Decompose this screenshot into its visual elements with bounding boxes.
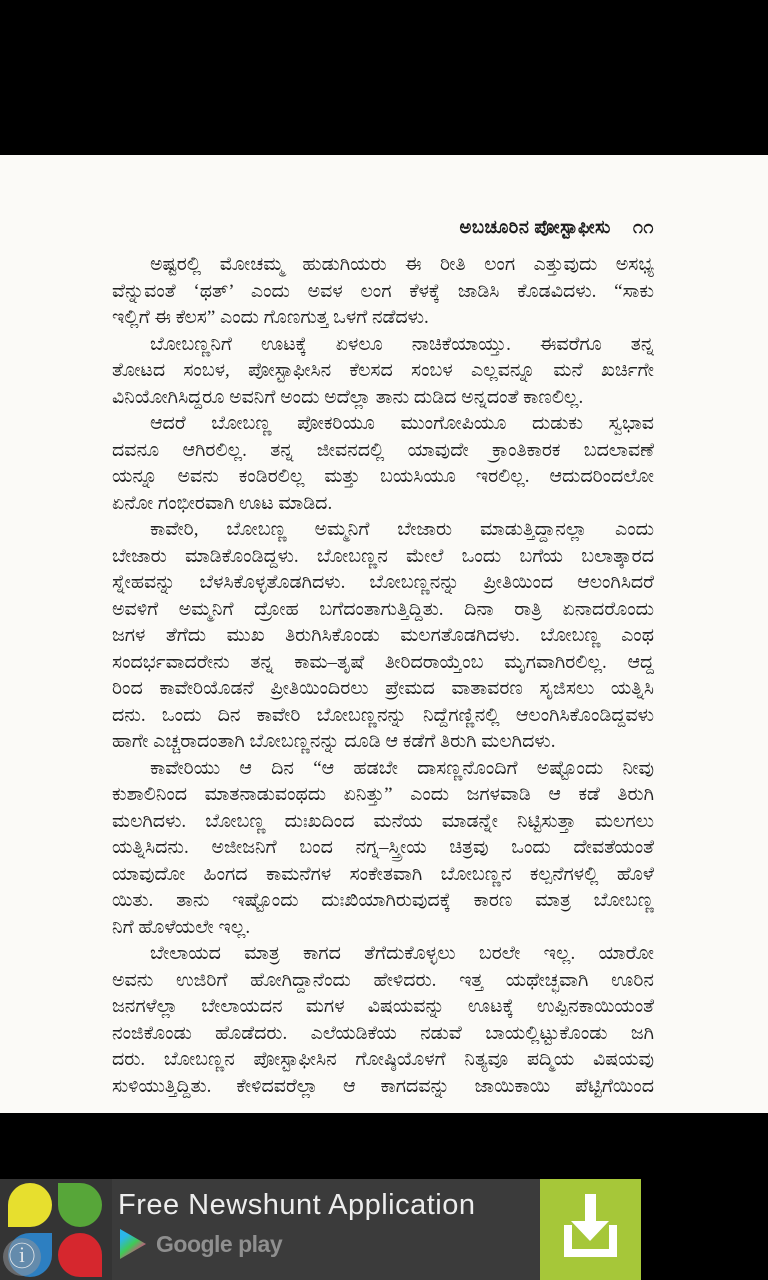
ad-title: Free Newshunt Application bbox=[118, 1189, 476, 1221]
ad-info-icon[interactable]: ⓘ bbox=[3, 1238, 41, 1276]
text-line: ಸಂದರ್ಭವಾದರೇನು ತನ್ನ ಕಾಮ–ತೃಷೆ ತೀರಿದರಾಯ್ತೆಂಬ ಮೃಗವಾಗಿರಲಿಲ್ಲ. ಆದ್ದ bbox=[112, 651, 654, 673]
google-play-triangle-icon bbox=[120, 1229, 146, 1259]
text-line: ಜಗಳ ತೆಗೆದು ಮುಖ ತಿರುಗಿಸಿಕೊಂಡು ಮಲಗತೊಡಗಿದಳು. ಬೋಬಣ್ಣ ಎಂಥ bbox=[112, 625, 654, 646]
text-line: ಆದರೆ ಬೋಬಣ್ಣ ಪೋಕರಿಯೂ ಮುಂಗೋಪಿಯೂ ದುಡುಕು ಸ್ವಭಾವ bbox=[150, 413, 654, 434]
google-play-label: Google play bbox=[156, 1230, 283, 1257]
text-line: ಅವನು ಉಜಿರಿಗೆ ಹೋಗಿದ್ದಾನೆಂದು ಹೇಳಿದರು. ಇತ್ತ ಯಥೇಚ್ಛವಾಗಿ ಊರಿನ bbox=[112, 969, 654, 991]
ad-content[interactable] bbox=[0, 1179, 540, 1280]
text-line: ದನು. ಒಂದು ದಿನ ಕಾವೇರಿ ಬೋಬಣ್ಣನನ್ನು ನಿದ್ದೆಗಣ್ಣಿನಲ್ಲಿ ಆಲಂಗಿಸಿಕೊಂಡಿದ್ದವಳು bbox=[112, 704, 654, 726]
page-header bbox=[112, 217, 654, 238]
text-line: ಅಷ್ಟರಲ್ಲಿ ಮೋಚಮ್ಮ ಹುಡುಗಿಯರು ಈ ರೀತಿ ಲಂಗ ಎತ್ತುವುದು ಅಸಭ್ಯ bbox=[150, 254, 654, 275]
ad-banner[interactable] bbox=[0, 1179, 768, 1280]
bottom-letterbox bbox=[0, 1113, 768, 1179]
text-line: ಯತ್ನಿಸಿದನು. ಅಜೀಜನಿಗೆ ಬಂದ ನಗ್ನ–ಸ್ತ್ರೀಯ ಚಿತ್ರವು ಒಂದು ದೇವತೆಯಂತೆ bbox=[112, 837, 654, 858]
top-letterbox bbox=[0, 0, 768, 155]
text-line: ಸ್ನೇಹವನ್ನು ಬೆಳಸಿಕೊಳ್ಳತೊಡಗಿದಳು. ಬೋಬಣ್ಣನನ್ನು ಪ್ರೀತಿಯಿಂದ ಆಲಂಗಿಸಿದರೆ bbox=[112, 572, 654, 593]
newshunt-logo bbox=[0, 1179, 112, 1280]
banner-right-filler bbox=[641, 1179, 768, 1280]
text-line: ಕಾವೇರಿ, ಬೋಬಣ್ಣ ಅಮ್ಮನಿಗೆ ಬೇಜಾರು ಮಾಡುತ್ತಿದ್ದಾನಲ್ಲಾ ಎಂದು bbox=[150, 519, 654, 540]
text-line: ವಿನಿಯೋಗಿಸಿದ್ದರೂ ಅವನಿಗೆ ಅಂದು ಅದೆಲ್ಲಾ ತಾನು ದುಡಿದ ಅನ್ನದಂತೆ ಕಾಣಲಿಲ್ಲ. bbox=[112, 386, 584, 408]
text-line: ನಿಗೆ ಹೊಳೆಯಲೇ ಇಲ್ಲ. bbox=[112, 916, 251, 938]
text-line: ಮಲಗಿದಳು. ಬೋಬಣ್ಣ ದುಃಖದಿಂದ ಮನೆಯ ಮಾಡನ್ನೇ ನಿಟ್ಟಿಸುತ್ತಾ ಮಲಗಲು bbox=[112, 810, 654, 832]
text-line: ಯಾವುದೋ ಹಿಂಗದ ಕಾಮನೆಗಳ ಸಂಕೇತವಾಗಿ ಬೋಬಣ್ಣನ ಕಲ್ಪನೆಗಳಲ್ಲಿ ಹೊಳೆ bbox=[112, 863, 654, 885]
text-line: ದರು. ಬೋಬಣ್ಣನ ಪೋಸ್ಟಾಫೀಸಿನ ಗೋಷ್ಠಿಯೊಳಗೆ ನಿತ್ಯವೂ ಪದ್ಮಿಯ ವಿಷಯವು bbox=[112, 1049, 654, 1070]
text-line: ರಿಂದ ಕಾವೇರಿಯೊಡನೆ ಪ್ರೀತಿಯಿಂದಿರಲು ಪ್ರೇಮದ ವಾತಾವರಣ ಸೃಜಿಸಲು ಯತ್ನಿಸಿ bbox=[112, 678, 654, 699]
text-line: ವೆನ್ನುವಂತೆ ‘ಥತ್’ ಎಂದು ಅವಳ ಲಂಗ ಕೆಳಕ್ಕೆ ಜಾಡಿಸಿ ಕೊಡವಿದಳು. “ಸಾಕು bbox=[112, 280, 654, 302]
text-line: ಏನೋ ಗಂಭೀರವಾಗಿ ಊಟ ಮಾಡಿದ. bbox=[112, 492, 333, 514]
download-button[interactable] bbox=[540, 1179, 641, 1280]
text-line: ಕುಶಾಲಿನಿಂದ ಮಾತನಾಡುವಂಥದು ಏನಿತ್ತು” ಎಂದು ಜಗಳವಾಡಿ ಆ ಕಡೆ ತಿರುಗಿ bbox=[112, 784, 654, 805]
page-title: ಅಬಚೂರಿನ ಪೋಸ್ಟಾಫೀಸು bbox=[459, 217, 611, 237]
text-line: ಅವಳಿಗೆ ಅಮ್ಮನಿಗೆ ದ್ರೋಹ ಬಗೆದಂತಾಗುತ್ತಿದ್ದಿತು. ದಿನಾ ರಾತ್ರಿ ಏನಾದರೊಂದು bbox=[112, 598, 654, 620]
google-play-badge[interactable] bbox=[118, 1229, 475, 1259]
logo-petal-yellow-icon bbox=[8, 1183, 52, 1227]
logo-petal-red-icon bbox=[58, 1233, 102, 1277]
text-line: ದವನೂ ಆಗಿರಲಿಲ್ಲ. ತನ್ನ ಜೀವನದಲ್ಲಿ ಯಾವುದೇ ಕ್ರಾಂತಿಕಾರಕ ಬದಲಾವಣೆ bbox=[112, 439, 654, 461]
text-line: ಬೇಲಾಯದ ಮಾತ್ರ ಕಾಗದ ತೆಗೆದುಕೊಳ್ಳಲು ಬರಲೇ ಇಲ್ಲ. ಯಾರೋ bbox=[150, 943, 654, 964]
logo-petal-green-icon bbox=[58, 1183, 102, 1227]
page-number: ೧೧ bbox=[632, 217, 654, 237]
document-page[interactable] bbox=[0, 155, 768, 1113]
text-line: ಜನಗಳೆಲ್ಲಾ ಬೇಲಾಯದನ ಮಗಳ ವಿಷಯವನ್ನು ಊಟಕ್ಕೆ ಉಪ್ಪಿನಕಾಯಿಯಂತೆ bbox=[112, 996, 654, 1017]
text-line: ಬೋಬಣ್ಣನಿಗೆ ಊಟಕ್ಕೆ ಏಳಲೂ ನಾಚಿಕೆಯಾಯ್ತು. ಈವರೆಗೂ ತನ್ನ bbox=[150, 333, 654, 355]
text-line: ಯನ್ನೂ ಅವನು ಕಂಡಿರಲಿಲ್ಲ ಮತ್ತು ಬಯಸಿಯೂ ಇರಲಿಲ್ಲ. ಆದುದರಿಂದಲೋ bbox=[112, 466, 654, 487]
text-line: ನಂಜಿಕೊಂಡು ಹೊಡೆದರು. ಎಲೆಯಡಿಕೆಯ ನಡುವೆ ಬಾಯಲ್ಲಿಟ್ಟುಕೊಂಡು ಜಗಿ bbox=[112, 1022, 654, 1044]
text-line: ಬೇಜಾರು ಮಾಡಿಕೊಂಡಿದ್ದಳು. ಬೋಬಣ್ಣನ ಮೇಲೆ ಒಂದು ಬಗೆಯ ಬಲಾತ್ಕಾರದ bbox=[112, 545, 654, 567]
text-line: ಸುಳಿಯುತ್ತಿದ್ದಿತು. ಕೇಳಿದವರೆಲ್ಲಾ ಆ ಕಾಗದವನ್ನು ಜಾಯಿಕಾಯಿ ಪೆಟ್ಟಿಗೆಯಿಂದ bbox=[112, 1075, 654, 1097]
text-line: ಇಲ್ಲಿಗೆ ಈ ಕೆಲಸ” ಎಂದು ಗೊಣಗುತ್ತ ಒಳಗೆ ನಡೆದಳು. bbox=[112, 307, 429, 328]
text-line: ಕಾವೇರಿಯು ಆ ದಿನ “ಆ ಹಡಬೇ ದಾಸಣ್ಣನೊಂದಿಗೆ ಅಷ್ಟೊಂದು ನೀವು bbox=[150, 757, 654, 779]
page-body bbox=[112, 252, 654, 1100]
text-line: ಯಿತು. ತಾನು ಇಷ್ಟೊಂದು ದುಃಖಿಯಾಗಿರುವುದಕ್ಕೆ ಕಾರಣ ಮಾತ್ರ ಬೋಬಣ್ಣ bbox=[112, 890, 654, 911]
text-line: ತೋಟದ ಸಂಬಳ, ಪೋಸ್ಟಾಫೀಸಿನ ಕೆಲಸದ ಸಂಬಳ ಎಲ್ಲವನ್ನೂ ಮನೆ ಖರ್ಚಿಗೇ bbox=[112, 360, 654, 381]
ad-copy bbox=[112, 1179, 475, 1259]
text-line: ಹಾಗೇ ಎಚ್ಚರಾದಂತಾಗಿ ಬೋಬಣ್ಣನನ್ನು ದೂಡಿ ಆ ಕಡೆಗೆ ತಿರುಗಿ ಮಲಗಿದಳು. bbox=[112, 731, 556, 752]
